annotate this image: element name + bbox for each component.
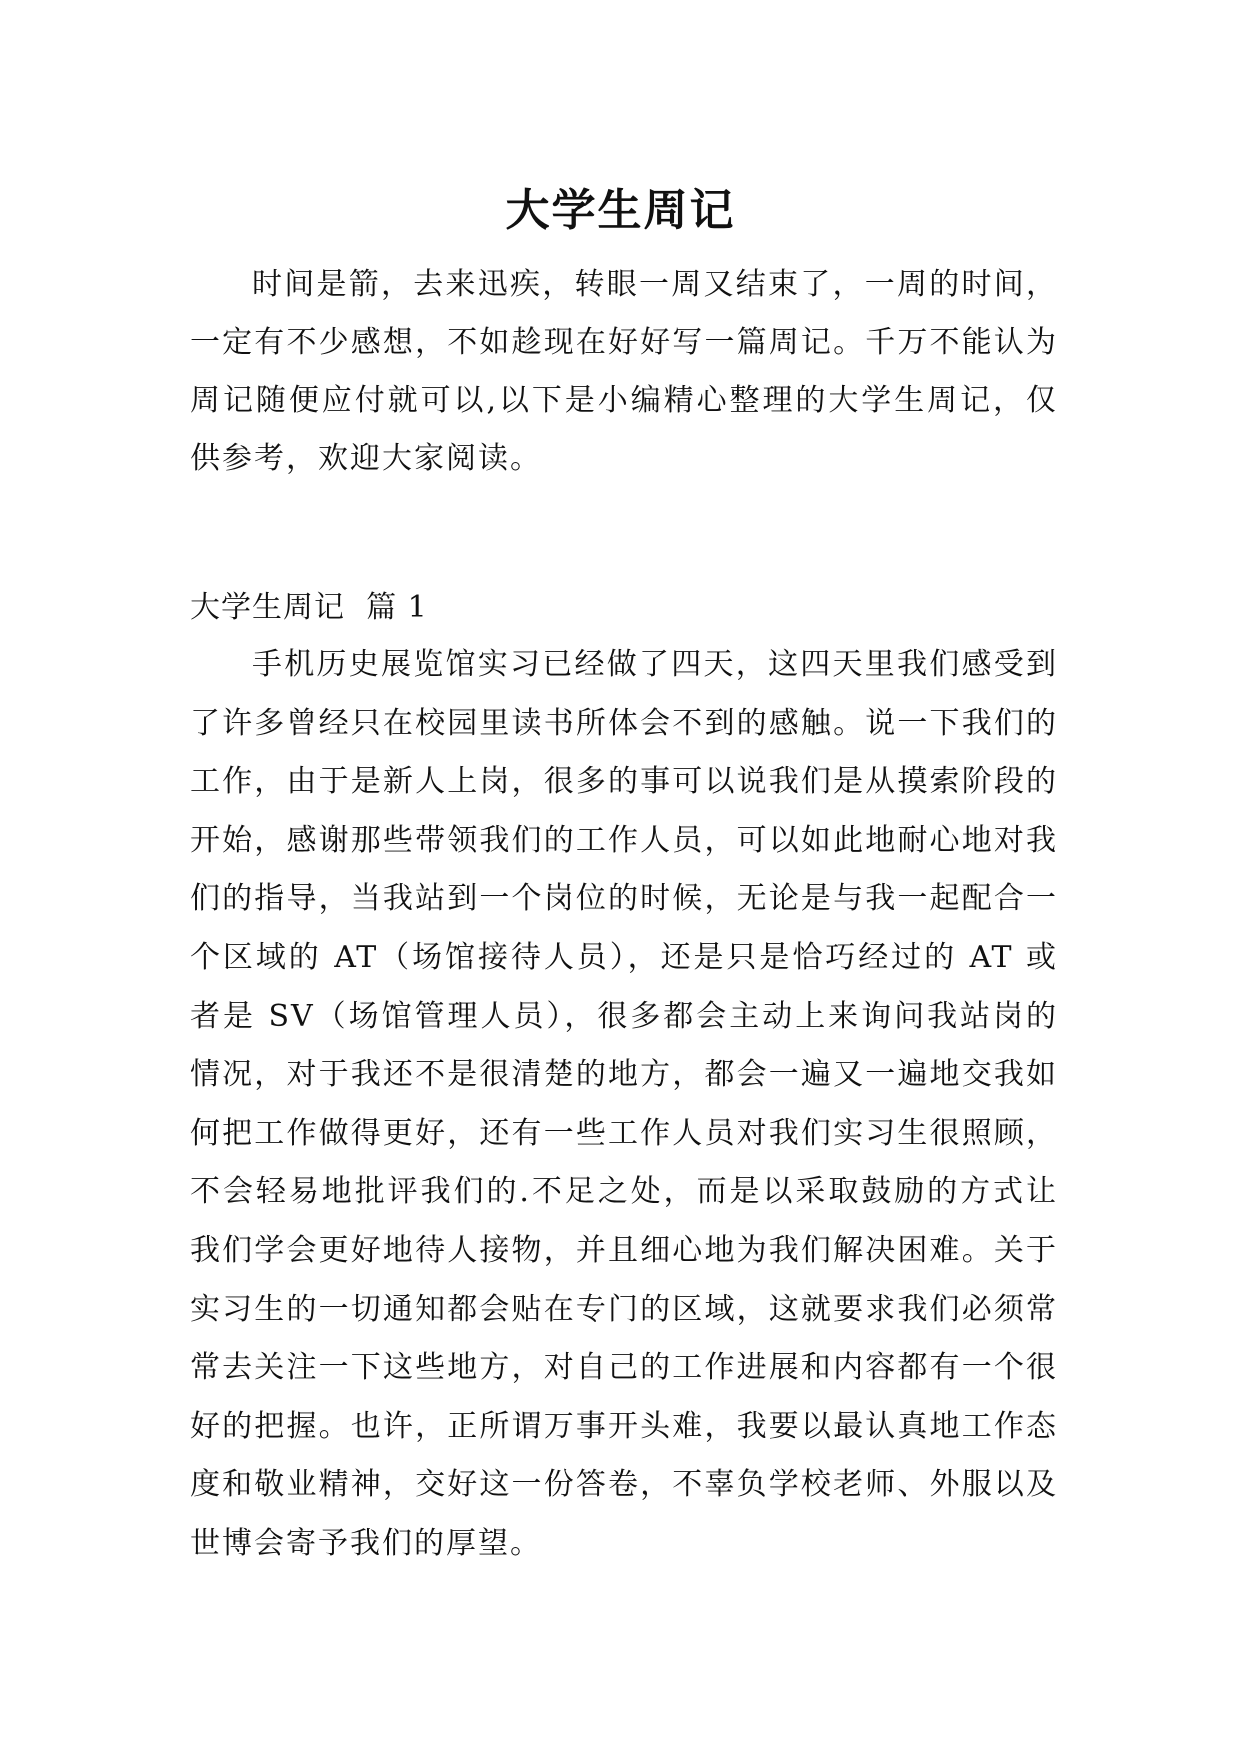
section-heading: 大学生周记 篇 1 — [190, 590, 428, 625]
intro-paragraph: 时间是箭，去来迅疾，转眼一周又结束了，一周的时间，一定有不少感想，不如趁现在好好写一篇周记。千万不能认为周记随便应付就可以,以下是小编精心整理的大学生周记，仅供参考，欢迎大家阅读。 — [190, 267, 1058, 476]
section-body-paragraph: 手机历史展览馆实习已经做了四天，这四天里我们感受到了许多曾经只在校园里读书所体会不到的感触。说一下我们的工作，由于是新人上岗，很多的事可以说我们是从摸索阶段的开始，感谢那些带领我们的工作人员，可以如此地耐心地对我们的指导，当我站到一个岗位的时候，无论是与我一起配合一个区域的 AT（场馆接待人员），还是只是恰巧经过的 AT 或者是 SV（场馆管理人员），很多都会主动上来询问我站岗的情况，对于我还不是很清楚的地方，都会一遍又一遍地交我如何把工作做得更好，还有一些工作人员对我们实习生很照顾，不会轻易地批评我们的.不足之处，而是以采取鼓励的方式让我们学会更好地待人接物，并且细心地为我们解决困难。关于实习生的一切通知都会贴在专门的区域，这就要求我们必须常常去关注一下这些地方，对自己的工作进展和内容都有一个很好的把握。也许，正所谓万事开头难，我要以最认真地工作态度和敬业精神，交好这一份答卷，不辜负学校老师、外服以及世博会寄予我们的厚望。 — [190, 647, 1058, 1561]
document-title: 大学生周记 — [505, 185, 736, 237]
